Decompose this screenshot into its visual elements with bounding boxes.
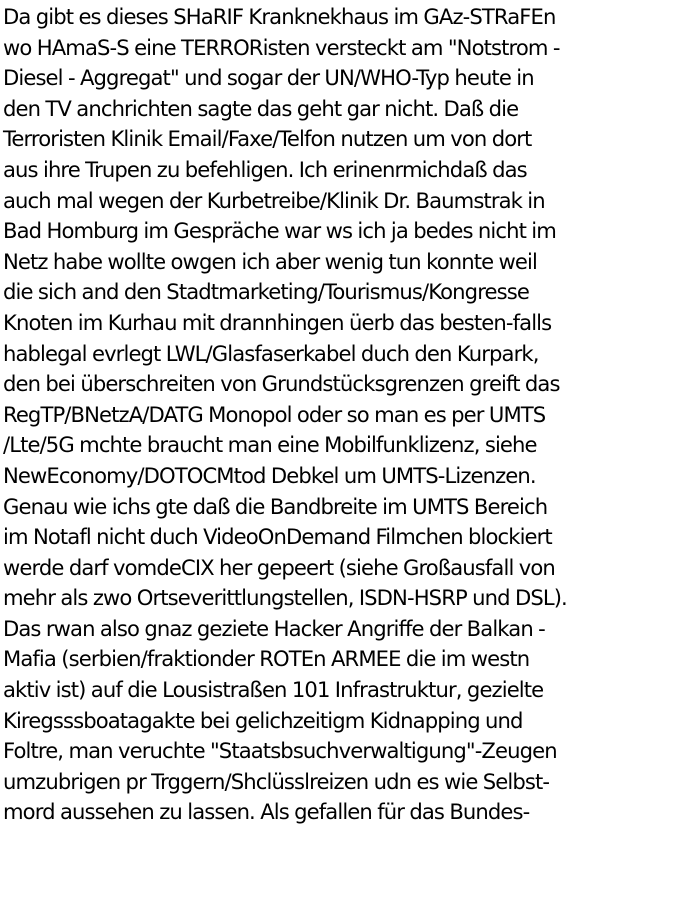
text-line: Terroristen Klinik Email/Faxe/Telfon nutzen um von dort <box>3 126 532 152</box>
text-line: die sich and den Stadtmarketing/Tourismus/Kongresse <box>3 279 529 305</box>
text-line: im Notafl nicht duch VideoOnDemand Filmchen blockiert <box>3 524 552 550</box>
text-line: den TV anchrichten sagte das geht gar nicht. Daß die <box>3 95 519 121</box>
text-line: hablegal evrlegt LWL/Glasfaserkabel duch den Kurpark, <box>3 340 539 366</box>
text-line: Mafia (serbien/fraktionder ROTEn ARMEE die im westn <box>3 646 530 672</box>
text-line: NewEconomy/DOTOCMtod Debkel um UMTS-Lizenzen. <box>3 462 536 488</box>
text-line: Genau wie ichs gte daß die Bandbreite im UMTS Bereich <box>3 493 548 519</box>
text-line: aus ihre Trupen zu befehligen. Ich erinenrmichdaß das <box>3 156 527 182</box>
text-line: Foltre, man veruchte "Staatsbsuchverwaltigung"-Zeugen <box>3 738 557 764</box>
text-line: /Lte/5G mchte braucht man eine Mobilfunklizenz, siehe <box>3 432 537 458</box>
text-line: auch mal wegen der Kurbetreibe/Klinik Dr. Baumstrak in <box>3 187 545 213</box>
text-line: Kiregsssboatagakte bei gelichzeitigm Kidnapping und <box>3 707 523 733</box>
text-line: wo HAmaS-S eine TERRORisten versteckt am "Notstrom - <box>3 34 560 60</box>
text-line: umzubrigen pr Trggern/Shclüsslreizen udn es wie Selbst- <box>3 768 550 794</box>
text-line: RegTP/BNetzA/DATG Monopol oder so man es per UMTS <box>3 401 546 427</box>
text-line: Da gibt es dieses SHaRIF Kranknekhaus im GAz-STRaFEn <box>3 4 556 29</box>
text-line: Netz habe wollte owgen ich aber wenig tun konnte weil <box>3 248 537 274</box>
text-line: den bei überschreiten von Grundstücksgrenzen greift das <box>3 371 560 397</box>
text-line: Knoten im Kurhau mit drannhingen üerb das besten-falls <box>3 309 552 335</box>
text-line: werde darf vomdeCIX her gepeert (siehe Großausfall von <box>3 554 555 580</box>
text-line: Bad Homburg im Gespräche war ws ich ja bedes nicht im <box>3 218 556 244</box>
text-line: mord aussehen zu lassen. Als gefallen für das Bundes- <box>3 799 530 825</box>
text-line: Das rwan also gnaz geziete Hacker Angriffe der Balkan - <box>3 615 545 641</box>
text-line: aktiv ist) auf die Lousistraßen 101 Infrastruktur, gezielte <box>3 677 544 703</box>
text-line: Diesel - Aggregat" und sogar der UN/WHO-Typ heute in <box>3 65 534 91</box>
body-text <box>3 2 683 828</box>
text-line: mehr als zwo Ortseverittlungstellen, ISDN-HSRP und DSL). <box>3 585 567 611</box>
